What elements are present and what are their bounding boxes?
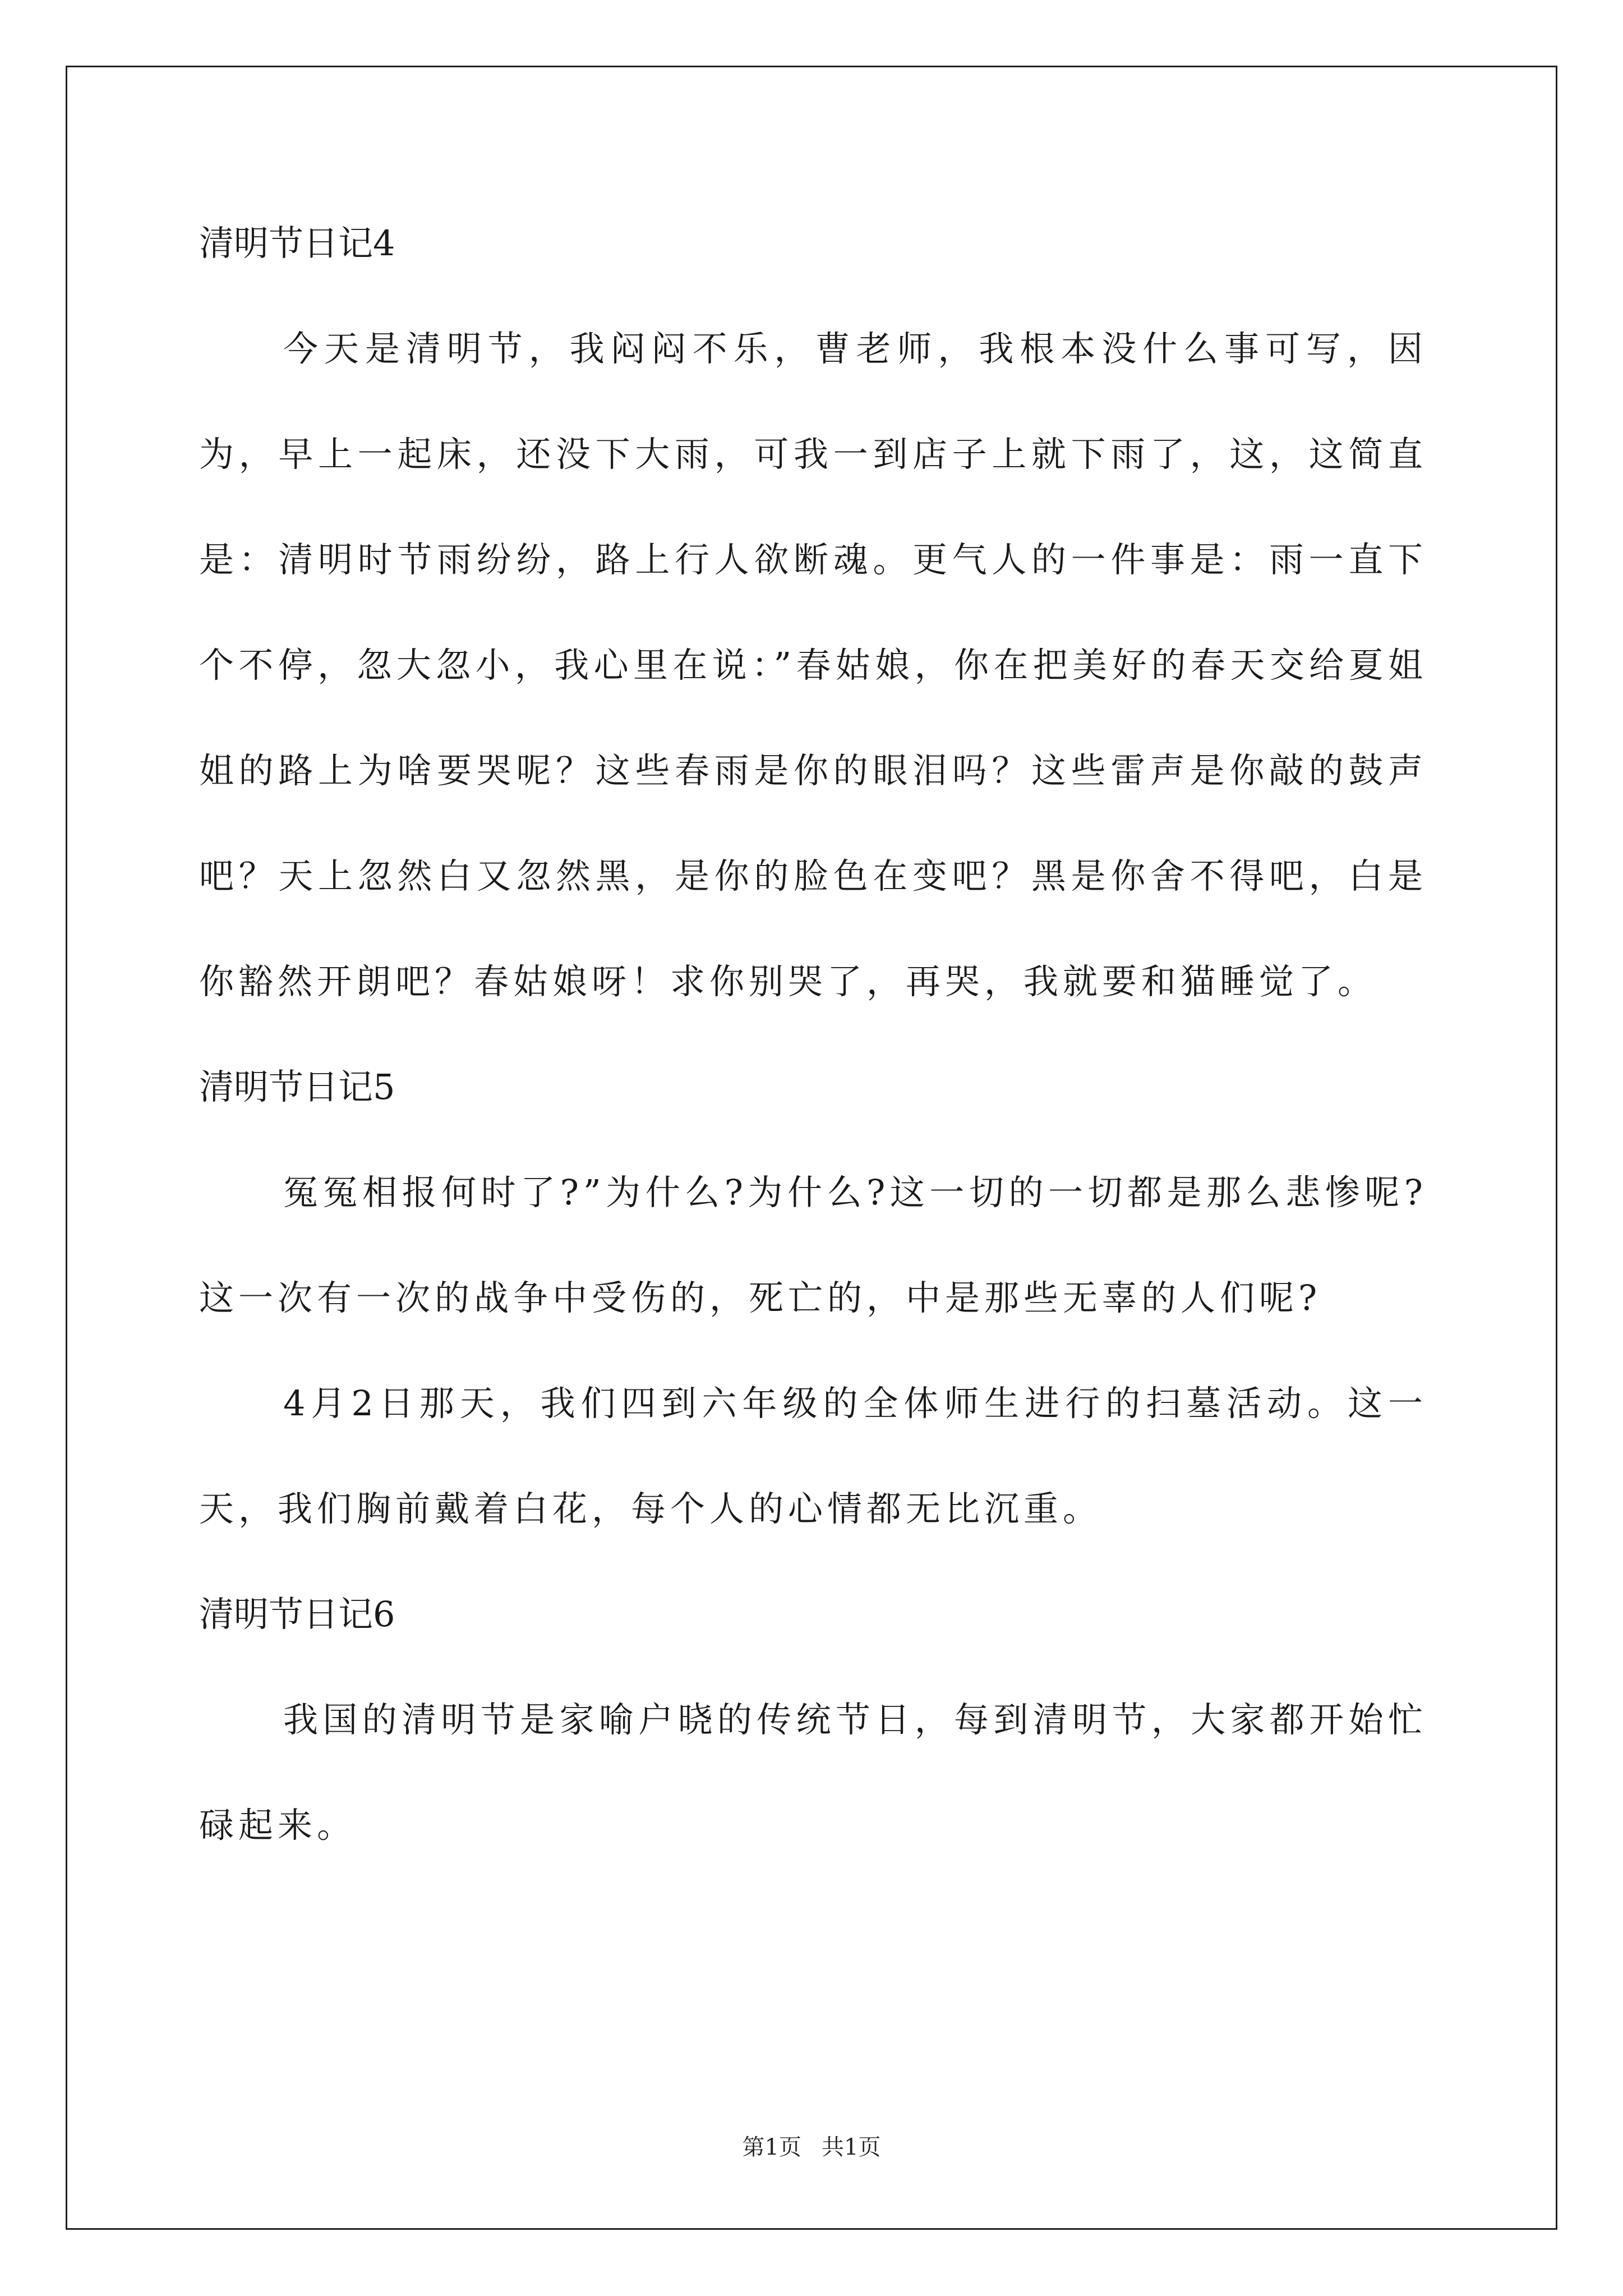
section-5-paragraph-2: 4月2日那天，我们四到六年级的全体师生进行的扫墓活动。这一天，我们胸前戴着白花，每个人的心情都无比沉重。	[199, 1383, 1427, 1529]
section-heading-4: 清明节日记4	[199, 223, 395, 264]
page-footer	[0, 2131, 1623, 2164]
section-6-paragraph: 我国的清明节是家喻户晓的传统节日，每到清明节，大家都开始忙碌起来。	[199, 1699, 1427, 1846]
section-5-paragraph-1: 冤冤相报何时了?”为什么?为什么?这一切的一切都是那么悲惨呢?这一次有一次的战争中受伤的，死亡的，中是那些无辜的人们呢?	[199, 1172, 1427, 1318]
page-number-current: 第1页	[742, 2134, 801, 2160]
page-number-total: 共1页	[822, 2134, 881, 2160]
section-heading-6: 清明节日记6	[199, 1594, 395, 1635]
section-heading-5: 清明节日记5	[199, 1066, 395, 1107]
document-body	[199, 191, 1427, 1878]
section-4-paragraph: 今天是清明节，我闷闷不乐，曹老师，我根本没什么事可写，因为，早上一起床，还没下大雨，可我一到店子上就下雨了，这，这简直是：清明时节雨纷纷，路上行人欲断魂。更气人的一件事是：雨一直下个不停，忽大忽小，我心里在说：”春姑娘，你在把美好的春天交给夏姐姐的路上为啥要哭呢？这些春雨是你的眼泪吗？这些雷声是你敲的鼓声吧？天上忽然白又忽然黑，是你的脸色在变吧？黑是你舍不得吧，白是你豁然开朗吧？春姑娘呀！求你别哭了，再哭，我就要和猫睡觉了。	[199, 328, 1427, 1002]
